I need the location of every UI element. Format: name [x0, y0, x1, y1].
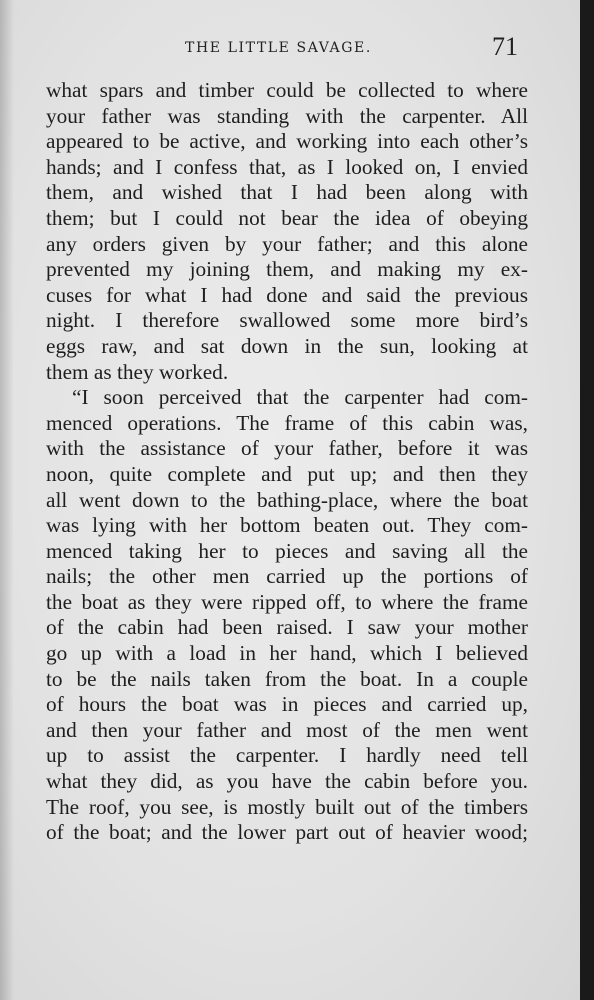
text-line: the boat as they were ripped off, to where the frame	[46, 589, 528, 614]
text-line: them as they worked.	[46, 359, 229, 384]
text-line: of hours the boat was in pieces and carried up,	[46, 692, 528, 717]
spine-shadow	[0, 0, 14, 1000]
text-line: eggs raw, and sat down in the sun, looking at	[46, 333, 528, 358]
text-line: nails; the other men carried up the portions of	[46, 564, 528, 589]
text-line: up to assist the carpenter. I hardly need tell	[46, 743, 528, 768]
page-number: 71	[492, 32, 518, 61]
body-text	[46, 78, 528, 846]
text-line: all went down to the bathing-place, where the boat	[46, 487, 528, 512]
text-line: them, and wished that I had been along with	[46, 180, 528, 205]
text-line: “I soon perceived that the carpenter had com-	[72, 385, 528, 410]
text-line: night. I therefore swallowed some more bird’s	[46, 308, 528, 333]
text-line: The roof, you see, is mostly built out of the timbers	[46, 794, 528, 819]
text-line: noon, quite complete and put up; and then they	[46, 461, 528, 486]
text-line: menced taking her to pieces and saving all the	[46, 538, 528, 563]
text-line: go up with a load in her hand, which I believed	[46, 641, 528, 666]
text-line: them; but I could not bear the idea of obeying	[46, 205, 528, 230]
text-line: what spars and timber could be collected to where	[46, 78, 528, 102]
text-line: and then your father and most of the men went	[46, 717, 528, 742]
text-line: your father was standing with the carpenter. All	[46, 103, 528, 128]
text-line: what they did, as you have the cabin before you.	[46, 769, 528, 794]
text-line: cuses for what I had done and said the previous	[46, 282, 528, 307]
text-line: was lying with her bottom beaten out. They com-	[46, 513, 528, 538]
text-line: appeared to be active, and working into each other’s	[46, 129, 528, 154]
text-line: prevented my joining them, and making my ex-	[46, 257, 528, 282]
text-line: to be the nails taken from the boat. In a couple	[46, 666, 528, 691]
text-line: menced operations. The frame of this cabin was,	[46, 410, 528, 435]
running-head: THE LITTLE SAVAGE.	[185, 40, 372, 56]
text-line: of the cabin had been raised. I saw your mother	[46, 615, 528, 640]
text-line: with the assistance of your father, before it was	[46, 436, 528, 461]
text-line: hands; and I confess that, as I looked on, I envied	[46, 154, 528, 179]
text-line: any orders given by your father; and this alone	[46, 231, 528, 256]
text-line: of the boat; and the lower part out of heavier wood;	[46, 820, 528, 845]
